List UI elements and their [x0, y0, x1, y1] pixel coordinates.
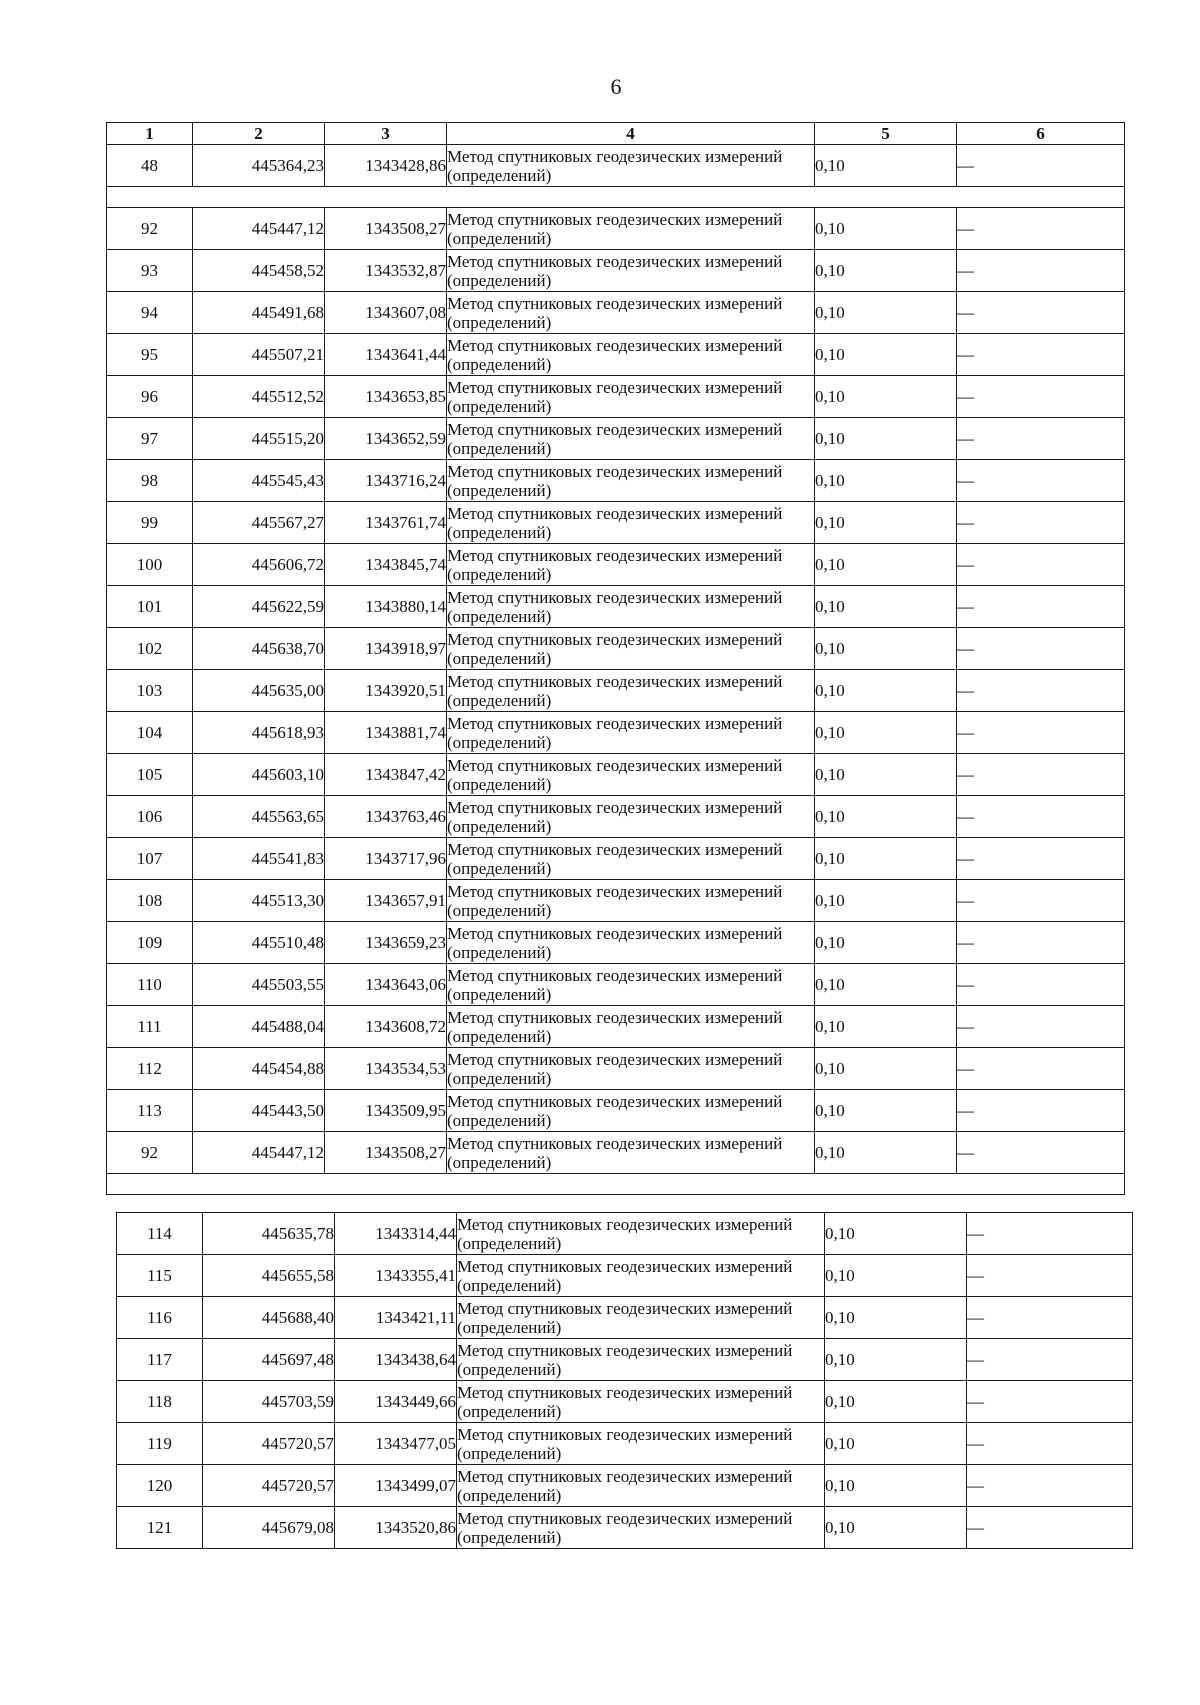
- description-cell: —: [957, 712, 1125, 754]
- coordinate-x: 445488,04: [193, 1006, 325, 1048]
- accuracy-cell: 0,10: [825, 1465, 967, 1507]
- point-number: 107: [107, 838, 193, 880]
- method-cell: Метод спутниковых геодезических измерений (определений): [447, 796, 815, 838]
- description-cell: —: [957, 460, 1125, 502]
- method-cell: Метод спутниковых геодезических измерений (определений): [447, 145, 815, 187]
- method-cell: Метод спутниковых геодезических измерений (определений): [447, 964, 815, 1006]
- accuracy-cell: 0,10: [815, 292, 957, 334]
- description-cell: —: [957, 754, 1125, 796]
- coordinate-y: 1343847,42: [325, 754, 447, 796]
- method-cell: Метод спутниковых геодезических измерений (определений): [447, 838, 815, 880]
- coordinate-x: 445688,40: [203, 1297, 335, 1339]
- table-row: [117, 1465, 1133, 1507]
- point-number: 93: [107, 250, 193, 292]
- point-number: 108: [107, 880, 193, 922]
- accuracy-cell: 0,10: [825, 1507, 967, 1549]
- coordinate-y: 1343449,66: [335, 1381, 457, 1423]
- description-cell: —: [967, 1339, 1133, 1381]
- point-number: 118: [117, 1381, 203, 1423]
- table-row: [107, 838, 1125, 880]
- accuracy-cell: 0,10: [815, 880, 957, 922]
- point-number: 112: [107, 1048, 193, 1090]
- table-header-row: [107, 123, 1125, 145]
- method-cell: Метод спутниковых геодезических измерений (определений): [447, 1048, 815, 1090]
- description-cell: —: [957, 502, 1125, 544]
- table-row: [117, 1255, 1133, 1297]
- table-row: [107, 586, 1125, 628]
- description-cell: —: [957, 292, 1125, 334]
- accuracy-cell: 0,10: [815, 1048, 957, 1090]
- method-cell: Метод спутниковых геодезических измерений (определений): [447, 460, 815, 502]
- column-header-4: 4: [447, 123, 815, 145]
- method-cell: Метод спутниковых геодезических измерений (определений): [457, 1213, 825, 1255]
- coordinate-x: 445503,55: [193, 964, 325, 1006]
- page-number: 6: [610, 74, 622, 99]
- point-number: 92: [107, 208, 193, 250]
- coordinate-x: 445603,10: [193, 754, 325, 796]
- table-row: [107, 544, 1125, 586]
- table-row: [117, 1339, 1133, 1381]
- description-cell: —: [957, 964, 1125, 1006]
- point-number: 115: [117, 1255, 203, 1297]
- description-cell: —: [957, 208, 1125, 250]
- table-row: [107, 1048, 1125, 1090]
- method-cell: Метод спутниковых геодезических измерений (определений): [447, 376, 815, 418]
- accuracy-cell: 0,10: [815, 418, 957, 460]
- coordinate-x: 445618,93: [193, 712, 325, 754]
- point-number: 111: [107, 1006, 193, 1048]
- coordinate-y: 1343421,11: [335, 1297, 457, 1339]
- method-cell: Метод спутниковых геодезических измерений (определений): [457, 1507, 825, 1549]
- table-row: [107, 1090, 1125, 1132]
- section-separator-row: [107, 1174, 1125, 1195]
- table-row: [107, 880, 1125, 922]
- accuracy-cell: 0,10: [815, 922, 957, 964]
- method-cell: Метод спутниковых геодезических измерений (определений): [457, 1381, 825, 1423]
- point-number: 104: [107, 712, 193, 754]
- description-cell: —: [957, 1090, 1125, 1132]
- column-header-3: 3: [325, 123, 447, 145]
- point-number: 109: [107, 922, 193, 964]
- table-row: [117, 1381, 1133, 1423]
- table-row: [117, 1423, 1133, 1465]
- column-header-1: 1: [107, 123, 193, 145]
- description-cell: —: [957, 250, 1125, 292]
- table-row: [107, 208, 1125, 250]
- coordinate-x: 445720,57: [203, 1423, 335, 1465]
- coordinate-y: 1343607,08: [325, 292, 447, 334]
- table-row: [107, 1006, 1125, 1048]
- method-cell: Метод спутниковых геодезических измерений (определений): [457, 1255, 825, 1297]
- point-number: 116: [117, 1297, 203, 1339]
- coordinate-y: 1343763,46: [325, 796, 447, 838]
- column-header-6: 6: [957, 123, 1125, 145]
- coordinate-y: 1343641,44: [325, 334, 447, 376]
- coordinate-x: 445515,20: [193, 418, 325, 460]
- description-cell: —: [967, 1213, 1133, 1255]
- coordinate-x: 445491,68: [193, 292, 325, 334]
- accuracy-cell: 0,10: [815, 628, 957, 670]
- point-number: 113: [107, 1090, 193, 1132]
- coordinate-x: 445545,43: [193, 460, 325, 502]
- coordinate-y: 1343717,96: [325, 838, 447, 880]
- method-cell: Метод спутниковых геодезических измерений (определений): [447, 586, 815, 628]
- coordinate-y: 1343499,07: [335, 1465, 457, 1507]
- table-row: [117, 1213, 1133, 1255]
- coordinate-x: 445622,59: [193, 586, 325, 628]
- method-cell: Метод спутниковых геодезических измерений (определений): [447, 1132, 815, 1174]
- method-cell: Метод спутниковых геодезических измерений (определений): [457, 1423, 825, 1465]
- coordinate-x: 445454,88: [193, 1048, 325, 1090]
- table-row: [107, 1132, 1125, 1174]
- point-number: 120: [117, 1465, 203, 1507]
- coordinate-x: 445703,59: [203, 1381, 335, 1423]
- point-number: 95: [107, 334, 193, 376]
- table-row: [107, 250, 1125, 292]
- accuracy-cell: 0,10: [815, 796, 957, 838]
- column-header-2: 2: [193, 123, 325, 145]
- description-cell: —: [957, 586, 1125, 628]
- coordinate-y: 1343918,97: [325, 628, 447, 670]
- description-cell: —: [967, 1465, 1133, 1507]
- column-header-5: 5: [815, 123, 957, 145]
- point-number: 94: [107, 292, 193, 334]
- coordinate-x: 445458,52: [193, 250, 325, 292]
- accuracy-cell: 0,10: [825, 1213, 967, 1255]
- table-row: [107, 292, 1125, 334]
- method-cell: Метод спутниковых геодезических измерений (определений): [447, 1090, 815, 1132]
- description-cell: —: [957, 838, 1125, 880]
- coordinates-table: [106, 122, 1125, 1195]
- accuracy-cell: 0,10: [825, 1381, 967, 1423]
- accuracy-cell: 0,10: [815, 544, 957, 586]
- section-separator: [107, 187, 1125, 208]
- coordinate-y: 1343659,23: [325, 922, 447, 964]
- description-cell: —: [957, 145, 1125, 187]
- method-cell: Метод спутниковых геодезических измерений (определений): [457, 1297, 825, 1339]
- description-cell: —: [957, 1132, 1125, 1174]
- coordinate-x: 445443,50: [193, 1090, 325, 1132]
- description-cell: —: [967, 1507, 1133, 1549]
- point-number: 97: [107, 418, 193, 460]
- table-row: [107, 418, 1125, 460]
- accuracy-cell: 0,10: [815, 1006, 957, 1048]
- coordinate-y: 1343428,86: [325, 145, 447, 187]
- accuracy-cell: 0,10: [815, 250, 957, 292]
- method-cell: Метод спутниковых геодезических измерений (определений): [447, 334, 815, 376]
- description-cell: —: [957, 418, 1125, 460]
- coordinate-x: 445513,30: [193, 880, 325, 922]
- section-separator: [107, 1174, 1125, 1195]
- table-row: [107, 628, 1125, 670]
- coordinate-y: 1343881,74: [325, 712, 447, 754]
- description-cell: —: [957, 628, 1125, 670]
- description-cell: —: [957, 670, 1125, 712]
- table-row: [107, 145, 1125, 187]
- accuracy-cell: 0,10: [815, 838, 957, 880]
- coordinate-x: 445638,70: [193, 628, 325, 670]
- coordinate-y: 1343845,74: [325, 544, 447, 586]
- method-cell: Метод спутниковых геодезических измерений (определений): [447, 418, 815, 460]
- coordinate-x: 445541,83: [193, 838, 325, 880]
- table-row: [107, 376, 1125, 418]
- coordinate-x: 445563,65: [193, 796, 325, 838]
- accuracy-cell: 0,10: [825, 1297, 967, 1339]
- method-cell: Метод спутниковых геодезических измерений (определений): [447, 880, 815, 922]
- coordinate-x: 445635,78: [203, 1213, 335, 1255]
- point-number: 121: [117, 1507, 203, 1549]
- coordinate-y: 1343520,86: [335, 1507, 457, 1549]
- description-cell: —: [967, 1255, 1133, 1297]
- coordinates-table-continued: [116, 1212, 1133, 1549]
- method-cell: Метод спутниковых геодезических измерений (определений): [447, 502, 815, 544]
- method-cell: Метод спутниковых геодезических измерений (определений): [447, 1006, 815, 1048]
- accuracy-cell: 0,10: [825, 1255, 967, 1297]
- accuracy-cell: 0,10: [815, 145, 957, 187]
- coordinate-y: 1343880,14: [325, 586, 447, 628]
- table-row: [107, 712, 1125, 754]
- coordinate-x: 445635,00: [193, 670, 325, 712]
- method-cell: Метод спутниковых геодезических измерений (определений): [447, 250, 815, 292]
- accuracy-cell: 0,10: [815, 712, 957, 754]
- accuracy-cell: 0,10: [815, 460, 957, 502]
- coordinate-y: 1343920,51: [325, 670, 447, 712]
- coordinate-y: 1343652,59: [325, 418, 447, 460]
- point-number: 100: [107, 544, 193, 586]
- coordinate-y: 1343314,44: [335, 1213, 457, 1255]
- coordinate-x: 445447,12: [193, 1132, 325, 1174]
- table-row: [107, 460, 1125, 502]
- description-cell: —: [957, 334, 1125, 376]
- accuracy-cell: 0,10: [815, 586, 957, 628]
- accuracy-cell: 0,10: [815, 376, 957, 418]
- point-number: 110: [107, 964, 193, 1006]
- coordinate-y: 1343438,64: [335, 1339, 457, 1381]
- method-cell: Метод спутниковых геодезических измерений (определений): [447, 712, 815, 754]
- description-cell: —: [967, 1381, 1133, 1423]
- point-number: 103: [107, 670, 193, 712]
- coordinate-x: 445507,21: [193, 334, 325, 376]
- accuracy-cell: 0,10: [815, 208, 957, 250]
- coordinate-x: 445655,58: [203, 1255, 335, 1297]
- accuracy-cell: 0,10: [815, 1132, 957, 1174]
- coordinate-y: 1343657,91: [325, 880, 447, 922]
- point-number: 48: [107, 145, 193, 187]
- coordinate-y: 1343716,24: [325, 460, 447, 502]
- coordinate-y: 1343509,95: [325, 1090, 447, 1132]
- description-cell: —: [967, 1423, 1133, 1465]
- coordinate-y: 1343653,85: [325, 376, 447, 418]
- point-number: 92: [107, 1132, 193, 1174]
- point-number: 119: [117, 1423, 203, 1465]
- table-row: [107, 754, 1125, 796]
- accuracy-cell: 0,10: [825, 1423, 967, 1465]
- coordinate-x: 445567,27: [193, 502, 325, 544]
- method-cell: Метод спутниковых геодезических измерений (определений): [447, 628, 815, 670]
- point-number: 98: [107, 460, 193, 502]
- point-number: 117: [117, 1339, 203, 1381]
- accuracy-cell: 0,10: [815, 334, 957, 376]
- coordinate-y: 1343532,87: [325, 250, 447, 292]
- coordinate-y: 1343534,53: [325, 1048, 447, 1090]
- coordinate-x: 445697,48: [203, 1339, 335, 1381]
- coordinate-x: 445720,57: [203, 1465, 335, 1507]
- point-number: 114: [117, 1213, 203, 1255]
- method-cell: Метод спутниковых геодезических измерений (определений): [457, 1339, 825, 1381]
- table-row: [117, 1297, 1133, 1339]
- coordinate-y: 1343477,05: [335, 1423, 457, 1465]
- accuracy-cell: 0,10: [825, 1339, 967, 1381]
- table-row: [117, 1507, 1133, 1549]
- method-cell: Метод спутниковых геодезических измерений (определений): [447, 544, 815, 586]
- table-row: [107, 334, 1125, 376]
- section-separator-row: [107, 187, 1125, 208]
- coordinate-x: 445679,08: [203, 1507, 335, 1549]
- accuracy-cell: 0,10: [815, 964, 957, 1006]
- point-number: 96: [107, 376, 193, 418]
- coordinate-x: 445364,23: [193, 145, 325, 187]
- table-row: [107, 964, 1125, 1006]
- description-cell: —: [967, 1297, 1133, 1339]
- table-row: [107, 670, 1125, 712]
- method-cell: Метод спутниковых геодезических измерений (определений): [447, 208, 815, 250]
- coordinate-x: 445510,48: [193, 922, 325, 964]
- coordinate-y: 1343508,27: [325, 1132, 447, 1174]
- table-row: [107, 796, 1125, 838]
- method-cell: Метод спутниковых геодезических измерений (определений): [447, 754, 815, 796]
- accuracy-cell: 0,10: [815, 502, 957, 544]
- coordinate-y: 1343508,27: [325, 208, 447, 250]
- description-cell: —: [957, 544, 1125, 586]
- coordinate-x: 445447,12: [193, 208, 325, 250]
- method-cell: Метод спутниковых геодезических измерений (определений): [447, 670, 815, 712]
- coordinate-y: 1343608,72: [325, 1006, 447, 1048]
- description-cell: —: [957, 796, 1125, 838]
- method-cell: Метод спутниковых геодезических измерений (определений): [457, 1465, 825, 1507]
- description-cell: —: [957, 1048, 1125, 1090]
- point-number: 102: [107, 628, 193, 670]
- coordinate-x: 445606,72: [193, 544, 325, 586]
- description-cell: —: [957, 1006, 1125, 1048]
- coordinate-x: 445512,52: [193, 376, 325, 418]
- method-cell: Метод спутниковых геодезических измерений (определений): [447, 922, 815, 964]
- accuracy-cell: 0,10: [815, 754, 957, 796]
- table-row: [107, 922, 1125, 964]
- point-number: 105: [107, 754, 193, 796]
- point-number: 99: [107, 502, 193, 544]
- point-number: 106: [107, 796, 193, 838]
- coordinate-y: 1343643,06: [325, 964, 447, 1006]
- description-cell: —: [957, 922, 1125, 964]
- description-cell: —: [957, 880, 1125, 922]
- point-number: 101: [107, 586, 193, 628]
- method-cell: Метод спутниковых геодезических измерений (определений): [447, 292, 815, 334]
- description-cell: —: [957, 376, 1125, 418]
- table-row: [107, 502, 1125, 544]
- coordinate-y: 1343355,41: [335, 1255, 457, 1297]
- accuracy-cell: 0,10: [815, 670, 957, 712]
- coordinate-y: 1343761,74: [325, 502, 447, 544]
- accuracy-cell: 0,10: [815, 1090, 957, 1132]
